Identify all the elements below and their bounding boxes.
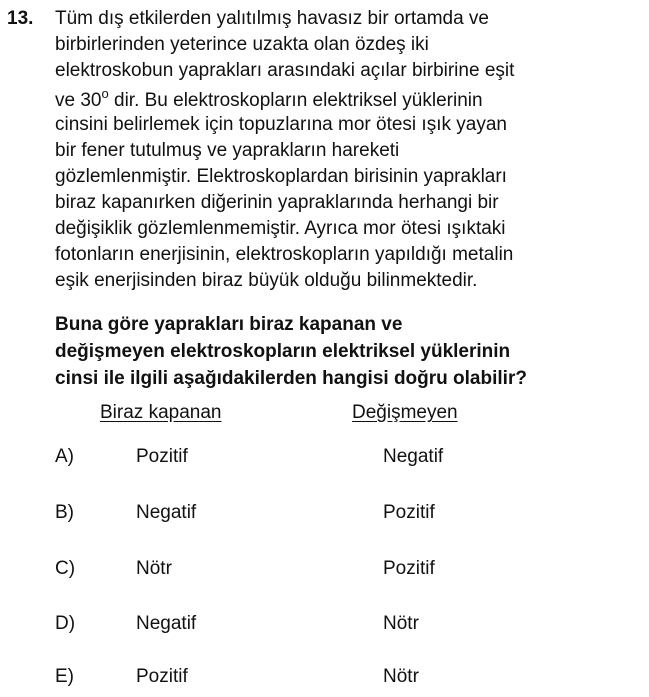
option-letter: C) [55, 558, 76, 579]
option-second-value: Nötr [383, 666, 419, 687]
option-second-value: Negatif [383, 446, 444, 467]
question-line [55, 86, 645, 114]
question-number: 13. [7, 8, 34, 29]
question-line: fotonların enerjisinin, elektroskopların yapıldığı metalin [55, 244, 514, 265]
option-d[interactable] [0, 613, 649, 643]
option-letter: E) [55, 666, 74, 687]
option-second-value: Nötr [383, 613, 419, 634]
option-second-value: Pozitif [383, 558, 435, 579]
option-letter: A) [55, 446, 74, 467]
question-line: birbirlerinden yeterince uzakta olan özdeş iki [55, 34, 429, 55]
option-first-value: Negatif [136, 502, 197, 523]
question-line: gözlemlenmiştir. Elektroskoplardan birisinin yaprakları [55, 166, 507, 187]
option-b[interactable] [0, 502, 649, 532]
question-prompt [55, 314, 645, 395]
option-first-value: Negatif [136, 613, 197, 634]
question-line: elektroskobun yaprakları arasındaki açılar birbirine eşit [55, 60, 515, 81]
prompt-line: cinsi ile ilgili aşağıdakilerden hangisi doğru olabilir? [55, 368, 527, 389]
question-line: değişiklik gözlemlenmemiştir. Ayrıca mor ötesi ışıktaki [55, 218, 506, 239]
question-body [55, 8, 645, 296]
question-line: bir fener tutulmuş ve yaprakların hareketi [55, 140, 400, 161]
prompt-line: değişmeyen elektroskopların elektriksel yüklerinin [55, 341, 511, 362]
option-first-value: Pozitif [136, 446, 188, 467]
option-second-value: Pozitif [383, 502, 435, 523]
option-c[interactable] [0, 558, 649, 588]
question-line: Tüm dış etkilerden yalıtılmış havasız bir ortamda ve [55, 8, 489, 29]
column-header-first: Biraz kapanan [100, 402, 222, 423]
option-first-value: Nötr [136, 558, 172, 579]
option-a[interactable] [0, 446, 649, 476]
option-letter: D) [55, 613, 76, 634]
degree-symbol: o [101, 86, 109, 101]
column-header-second: Değişmeyen [352, 402, 458, 423]
option-letter: B) [55, 502, 74, 523]
question-line: cinsini belirlemek için topuzlarına mor ötesi ışık yayan [55, 114, 507, 135]
question-line: biraz kapanırken diğerinin yapraklarında herhangi bir [55, 192, 499, 213]
angle-text: ve 30 [55, 90, 102, 111]
question-line-tail: dir. Bu elektroskopların elektriksel yüklerinin [108, 90, 483, 111]
option-first-value: Pozitif [136, 666, 188, 687]
prompt-line: Buna göre yaprakları biraz kapanan ve [55, 314, 403, 335]
option-e[interactable] [0, 666, 649, 696]
question-line: eşik enerjisinden biraz büyük olduğu bilinmektedir. [55, 270, 478, 291]
